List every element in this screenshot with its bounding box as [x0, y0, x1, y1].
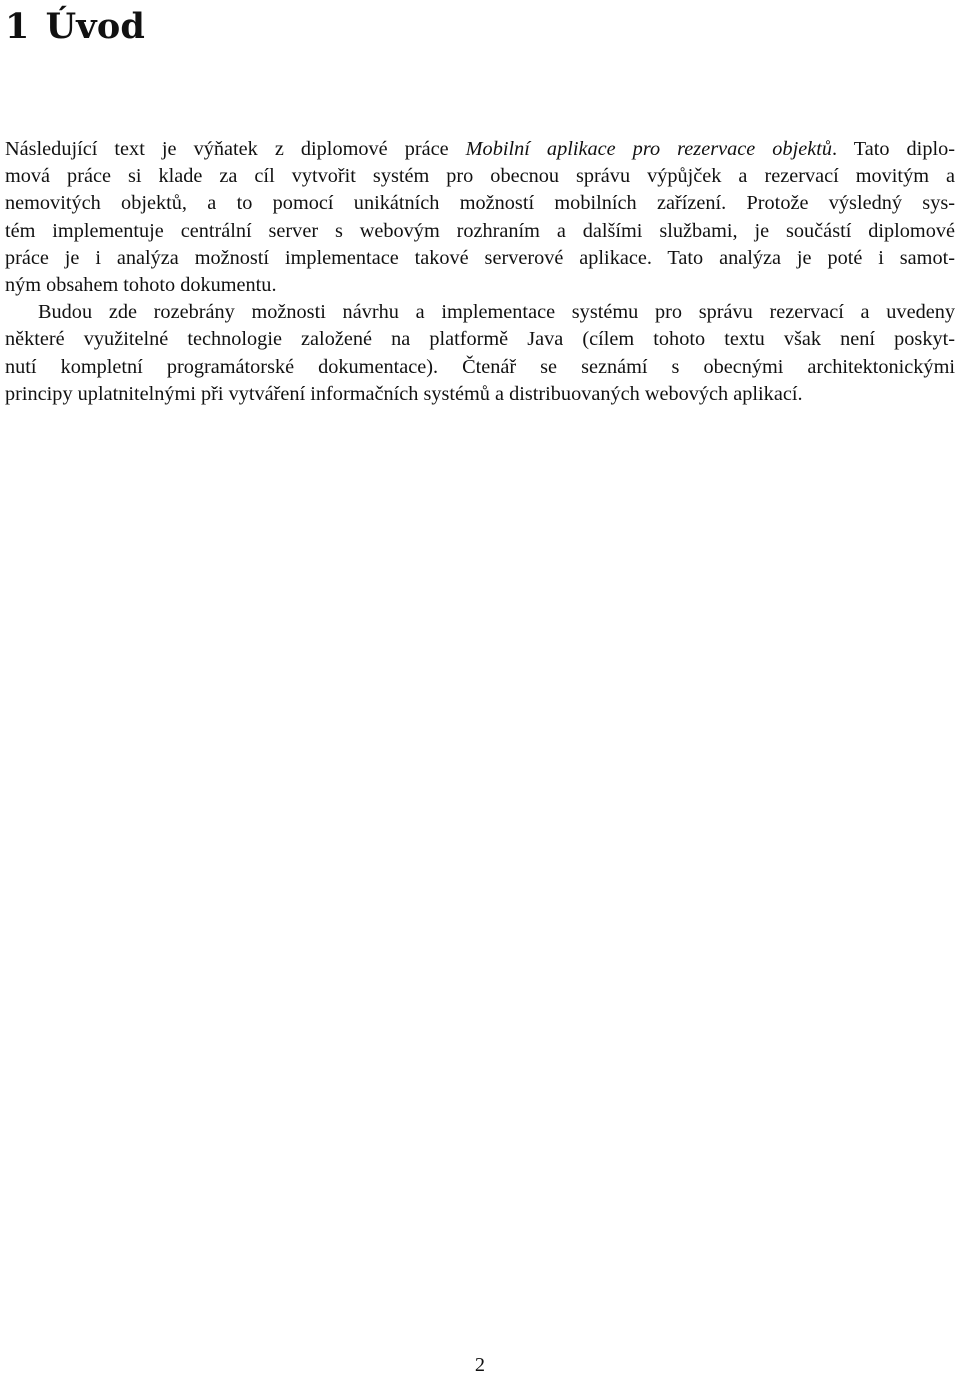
paragraph-intro: [5, 136, 955, 299]
text-line: některé využitelné technologie založené na platformě Java (cílem tohoto textu však není poskyt-: [5, 328, 955, 351]
text-line: principy uplatnitelnými při vytváření informačních systémů a distribuovaných webových aplikací.: [5, 382, 803, 405]
text-line: tém implementuje centrální server s webovým rozhraním a dalšími službami, je součástí diplomové: [5, 219, 955, 242]
page-number: 2: [474, 1354, 486, 1376]
text-line: mová práce si klade za cíl vytvořit systém pro obecnou správu výpůjček a rezervací movitým a: [5, 165, 955, 188]
section-heading: [5, 4, 145, 50]
text-line: ným obsahem tohoto dokumentu.: [5, 273, 277, 296]
section-title: Úvod: [45, 6, 146, 47]
text-run: Následující text je výňatek z diplomové práce: [5, 138, 466, 160]
thesis-title: Mobilní aplikace pro rezervace objektů: [465, 138, 832, 160]
body-text: [5, 136, 955, 408]
section-number: 1: [5, 6, 30, 47]
text-line: Budou zde rozebrány možnosti návrhu a implementace systému pro správu rezervací a uvedeny: [38, 301, 955, 324]
paragraph-scope: [5, 299, 955, 408]
text-run: . Tato diplo-: [831, 138, 955, 160]
text-line: nemovitých objektů, a to pomocí unikátních možností mobilních zařízení. Protože výsledný sys-: [5, 192, 955, 215]
text-line: [5, 136, 955, 163]
text-line: práce je i analýza možností implementace takové serverové aplikace. Tato analýza je poté i samot-: [5, 246, 955, 269]
text-line: nutí kompletní programátorské dokumentace). Čtenář se seznámí s obecnými architektonickými: [5, 355, 955, 378]
